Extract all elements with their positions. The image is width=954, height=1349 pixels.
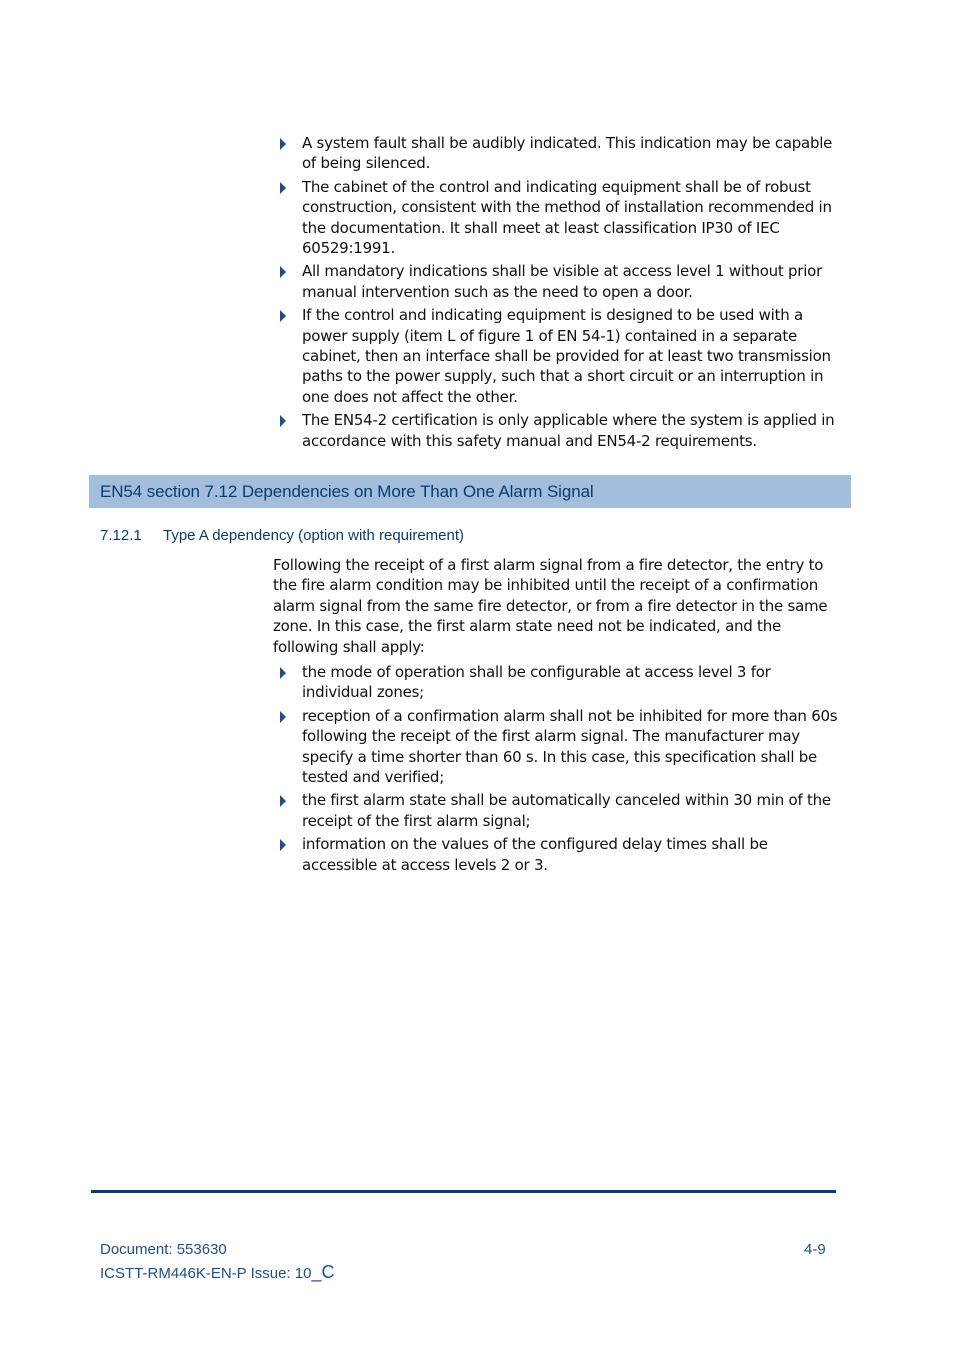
intro-paragraph: Following the receipt of a first alarm signal from a fire detector, the entry to the fire alarm condition may be inhibited until the receipt of a confirmation alarm signal from the same fire detector, or from a fire detector in the same zone. In this case, the first alarm state need not be indicated, and the following shall apply: [273,556,828,656]
list-item: A system fault shall be audibly indicated. This indication may be capable of being silenced. [273,133,845,174]
triangle-right-icon [280,711,286,723]
list-item: If the control and indicating equipment is designed to be used with a power supply (item L of figure 1 of EN 54-1) contained in a separate cabinet, then an interface shall be provided for at least two transmission paths to the power supply, such that a short circuit or an interruption in one does not affect the other. [273,305,845,407]
list-item: All mandatory indications shall be visible at access level 1 without prior manual intervention such as the need to open a door. [273,261,845,302]
footer-issue-suffix: _C [311,1262,335,1282]
list-item: The cabinet of the control and indicating equipment shall be of robust construction, consistent with the method of installation recommended in the documentation. It shall meet at least classification IP30 of IEC 60529:1991. [273,177,845,259]
section-title: EN54 section 7.12 Dependencies on More Than One Alarm Signal [100,481,594,501]
triangle-right-icon [280,266,286,278]
triangle-right-icon [280,667,286,679]
footer-document-number: Document: 553630 [100,1241,227,1258]
list-item: information on the values of the configured delay times shall be accessible at access levels 2 or 3. [273,834,845,875]
list-item: The EN54-2 certification is only applicable where the system is applied in accordance with this safety manual and EN54-2 requirements. [273,410,845,451]
footer-divider [91,1190,836,1193]
subsection-number: 7.12.1 [100,527,142,544]
page-number: 4-9 [804,1241,826,1258]
triangle-right-icon [280,182,286,194]
section-banner [89,475,851,508]
triangle-right-icon [280,415,286,427]
triangle-right-icon [280,795,286,807]
list-item: reception of a confirmation alarm shall not be inhibited for more than 60s following the receipt of the first alarm signal. The manufacturer may specify a time shorter than 60 s. In this case, this specification shall be tested and verified; [273,706,845,788]
list-item: the first alarm state shall be automatically canceled within 30 min of the receipt of the first alarm signal; [273,790,845,831]
list-item: the mode of operation shall be configurable at access level 3 for individual zones; [273,662,845,703]
triangle-right-icon [280,138,286,150]
triangle-right-icon [280,310,286,322]
top-bullet-list [273,133,845,454]
subsection-heading [100,527,464,544]
footer-issue: ICSTT-RM446K-EN-P Issue: 10_C [100,1262,335,1282]
type-a-bullet-list [273,662,845,878]
triangle-right-icon [280,839,286,851]
subsection-title: Type A dependency (option with requirement) [163,527,465,544]
